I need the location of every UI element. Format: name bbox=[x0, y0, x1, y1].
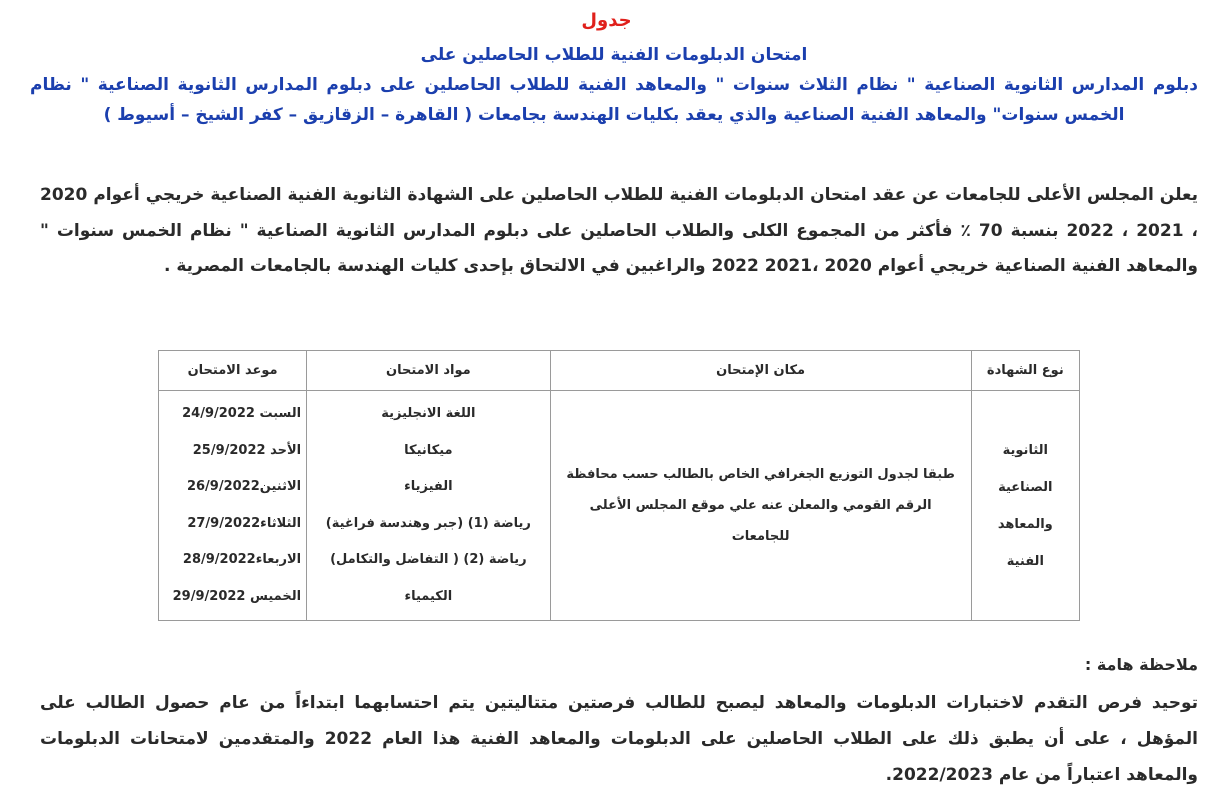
header-exam-subjects: مواد الامتحان bbox=[307, 351, 550, 391]
date-item: الاثنين26/9/2022 bbox=[186, 479, 302, 494]
date-item: الخميس 29/9/2022 bbox=[172, 588, 302, 604]
exam-schedule-table bbox=[158, 350, 1080, 621]
dates-cell bbox=[159, 391, 307, 621]
certificate-line: والمعاهد bbox=[997, 516, 1053, 532]
subject-item: ميكانيكا bbox=[404, 442, 453, 458]
date-item: الأحد 25/9/2022 bbox=[192, 442, 302, 458]
announcement-paragraph: يعلن المجلس الأعلى للجامعات عن عقد امتحان الدبلومات الفنية للطلاب الحاصلين على الشهادة الثانوية الفنية الصناعية خريجي أعوام 2020 ، 2021 ، 2022 بنسبة 70 ٪ فأكثر من المجموع الكلى والطلاب الحاصلين على دبلوم المدارس الثانوية الصناعية " نظام الخمس سنوات " والمعاهد الفنية الصناعية خريجي أعوام 2020 ،2021 2022 والراغبين في الالتحاق بإحدى كليات الهندسة بالجامعات المصرية . bbox=[40, 185, 1198, 276]
header-exam-place: مكان الإمتحان bbox=[550, 351, 971, 391]
document-title: جدول bbox=[581, 10, 632, 31]
subjects-cell bbox=[307, 391, 550, 621]
subject-item: رياضة (2) ( التفاضل والتكامل) bbox=[330, 552, 527, 567]
header-certificate-type: نوع الشهادة bbox=[971, 351, 1079, 391]
subject-item: الكيمياء bbox=[404, 588, 453, 604]
exam-title-line: امتحان الدبلومات الفنية للطلاب الحاصلين على bbox=[420, 45, 808, 65]
exam-place-cell bbox=[550, 391, 971, 621]
date-item: الاربعاء28/9/2022 bbox=[182, 552, 302, 567]
date-item: السبت 24/9/2022 bbox=[182, 406, 302, 421]
header-exam-date: موعد الامتحان bbox=[159, 351, 307, 391]
table-header-row bbox=[159, 351, 1080, 391]
exam-place-text: طبقا لجدول التوزيع الجغرافي الخاص بالطالب حسب محافظة الرقم القومي والمعلن عنه علي موقع المجلس الأعلى للجامعات bbox=[566, 467, 955, 544]
certificate-line: الفنية bbox=[1006, 553, 1044, 569]
certificate-line: الثانوية bbox=[1002, 442, 1048, 458]
certificate-cell bbox=[971, 391, 1079, 621]
note-heading: ملاحظة هامة : bbox=[1084, 655, 1198, 674]
subject-item: رياضة (1) (جبر وهندسة فراغية) bbox=[325, 515, 531, 531]
subject-item: الفيزياء bbox=[404, 479, 453, 494]
subject-item: اللغة الانجليزية bbox=[381, 406, 476, 421]
note-body: توحيد فرص التقدم لاختبارات الدبلومات والمعاهد ليصبح للطالب فرصتين متتاليتين يتم احتسابهما ابتداءاً من عام حصول الطالب على المؤهل ، على أن يطبق ذلك على الطلاب الحاصلين على الدبلومات والمعاهد الفنية هذا العام 2022 والمتقدمين لامتحانات الدبلومات والمعاهد اعتباراً من عام 2022/2023. bbox=[40, 693, 1198, 785]
table-row bbox=[159, 391, 1080, 621]
certificate-line: الصناعية bbox=[998, 479, 1053, 495]
exam-subtitle: دبلوم المدارس الثانوية الصناعية " نظام الثلاث سنوات " والمعاهد الفنية للطلاب الحاصلين على دبلوم المدارس الثانوية الصناعية " نظام الخمس سنوات" والمعاهد الفنية الصناعية والذي يعقد بكليات الهندسة بجامعات ( القاهرة – الزقازيق – كفر الشيخ – أسيوط ) bbox=[30, 75, 1198, 125]
date-item: الثلاثاء27/9/2022 bbox=[187, 515, 302, 531]
